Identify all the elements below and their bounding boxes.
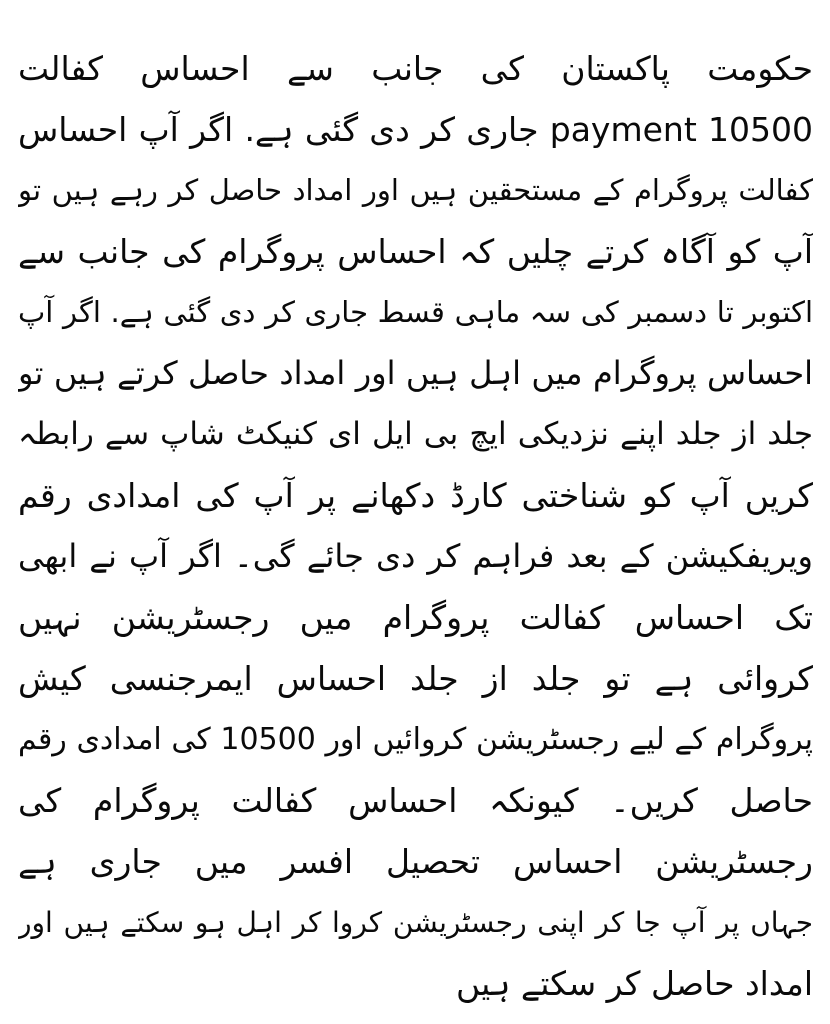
- article-line-1: حکومت پاکستان کی جانب سے احساس کفالت: [18, 49, 813, 88]
- article-line-13: حاصل کریں۔ کیونکہ احساس کفالت پروگرام کی: [18, 781, 813, 820]
- article-line-2: payment 10500 جاری کر دی گئی ہے. اگر آپ احساس: [18, 110, 813, 149]
- article-line-12: پروگرام کے لیے رجسٹریشن کروائیں اور 10500 کی امدادی رقم: [18, 722, 813, 757]
- article-line-15: جہاں پر آپ جا کر اپنی رجسٹریشن کروا کر اہل ہو سکتے ہیں اور: [18, 906, 813, 939]
- article-line-6: احساس پروگرام میں اہل ہیں اور امداد حاصل کرتے ہیں تو: [18, 354, 813, 392]
- article-line-7: جلد از جلد اپنے نزدیکی ایچ بی ایل ای کنیکٹ شاپ سے رابطہ: [18, 416, 813, 452]
- article-line-16: امداد حاصل کر سکتے ہیں: [456, 964, 813, 1003]
- article-line-4: آپ کو آگاہ کرتے چلیں کہ احساس پروگرام کی جانب سے: [18, 232, 813, 271]
- article-line-11: کروائی ہے تو جلد از جلد احساس ایمرجنسی کیش: [18, 659, 813, 698]
- article-line-10: تک احساس کفالت پروگرام میں رجسٹریشن نہیں: [18, 598, 813, 637]
- article-line-3: کفالت پروگرام کے مستحقین ہیں اور امداد حاصل کر رہے ہیں تو: [18, 173, 813, 207]
- article-line-9: ویریفکیشن کے بعد فراہم کر دی جائے گی۔ اگر آپ نے ابھی: [18, 537, 813, 575]
- article-body: [18, 38, 813, 1014]
- article-line-5: اکتوبر تا دسمبر کی سہ ماہی قسط جاری کر دی گئی ہے. اگر آپ: [18, 295, 813, 329]
- article-line-14: رجسٹریشن احساس تحصیل افسر میں جاری ہے: [18, 842, 813, 881]
- article-line-8: کریں آپ کو شناختی کارڈ دکھانے پر آپ کی امدادی رقم: [18, 476, 813, 515]
